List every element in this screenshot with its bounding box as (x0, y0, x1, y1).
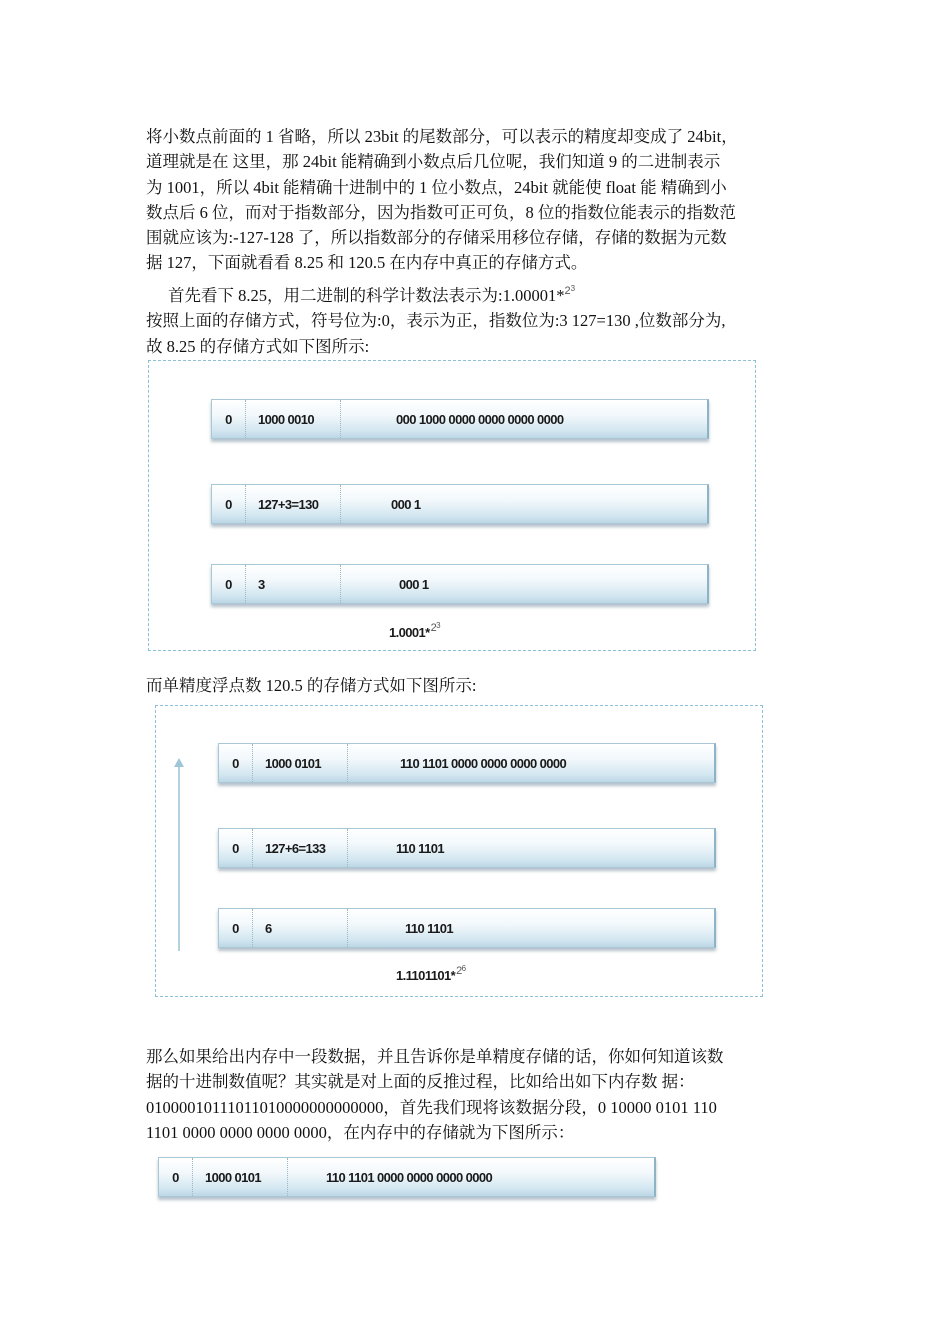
text-line: 那么如果给出内存中一段数据，并且告诉你是单精度存储的话，你如何知道该数 (146, 1047, 724, 1066)
power-exponent: 3 (570, 284, 576, 293)
text-line: 道理就是在 这里，那 24bit 能精确到小数点后几位呢，我们知道 9 的二进制表示 (146, 152, 721, 172)
paragraph-8-25-intro (146, 276, 810, 359)
text-line: 01000010111011010000000000000，首先我们现将该数据分段，0 10000 0101 110 (146, 1097, 717, 1117)
exponent-bits: 1000 0010 (246, 400, 341, 438)
sign-bit: 0 (219, 829, 253, 867)
sign-bit: 0 (212, 565, 246, 603)
text-line: 为 1001，所以 4bit 能精确十进制中的 1 位小数点，24bit 就能使 float 能 精确到小 (146, 177, 727, 197)
mantissa-bits: 000 1 (391, 496, 421, 512)
storage-bar (211, 399, 709, 439)
storage-bar (218, 828, 716, 868)
mantissa-bits: 110 1101 0000 0000 0000 0000 (400, 755, 567, 771)
up-arrow-icon (172, 756, 186, 956)
exponent-bits: 3 (246, 565, 341, 603)
mantissa-bits: 110 1101 (405, 920, 453, 936)
mantissa-bits: 110 1101 (396, 840, 444, 856)
scientific-notation (396, 964, 465, 983)
storage-bar (158, 1157, 656, 1197)
text-span: 首先看下 8.25，用二进制的科学计数法表示为:1.00001* (168, 286, 565, 305)
text-line: 1101 0000 0000 0000 0000，在内存中的存储就为下图所示： (146, 1122, 575, 1142)
exponent-bits: 6 (253, 909, 348, 947)
text-line: 据的十进制数值呢？其实就是对上面的反推过程，比如给出如下内存数 据： (146, 1072, 695, 1092)
paragraph-precision (146, 124, 810, 276)
exponent-bits: 127+6=133 (253, 829, 348, 867)
power-base: 2 (430, 622, 437, 634)
storage-bar (218, 908, 716, 948)
text-line: 按照上面的存储方式，符号位为:0，表示为正，指数位为:3 127=130 ,位数部分为, (146, 311, 726, 331)
text-line (146, 276, 810, 308)
text-line: 故 8.25 的存储方式如下图所示: (146, 336, 370, 356)
power-base: 2 (456, 965, 462, 977)
sign-bit: 0 (219, 909, 253, 947)
sign-bit: 0 (212, 400, 246, 438)
sign-bit: 0 (212, 485, 246, 523)
mantissa-bits: 000 1000 0000 0000 0000 0000 (396, 411, 564, 427)
formula-text: 1.1101101* (396, 968, 456, 983)
exponent-bits: 1000 0101 (253, 744, 348, 782)
sign-bit: 0 (159, 1158, 193, 1196)
scientific-notation (389, 621, 440, 640)
exponent-bits: 127+3=130 (246, 485, 341, 523)
text-line: 据 127，下面就看看 8.25 和 120.5 在内存中真正的存储方式。 (146, 253, 588, 273)
text-line: 围就应该为:-127-128 了，所以指数部分的存储采用移位存储，存储的数据为元数 (146, 228, 727, 248)
figure-8-25-storage (148, 360, 756, 651)
storage-bar (211, 564, 709, 604)
text-line: 将小数点前面的 1 省略，所以 23bit 的尾数部分，可以表示的精度却变成了 24bit， (146, 127, 738, 146)
power-exponent: 6 (461, 964, 466, 973)
exponent-bits: 1000 0101 (193, 1158, 288, 1196)
power-base: 2 (564, 285, 571, 297)
text-line: 而单精度浮点数 120.5 的存储方式如下图所示: (146, 676, 477, 695)
mantissa-bits: 110 1101 0000 0000 0000 0000 (326, 1169, 493, 1185)
figure-120-5-storage (155, 705, 763, 997)
paragraph-120-5-intro (146, 673, 810, 698)
sign-bit: 0 (219, 744, 253, 782)
paragraph-reverse-process (146, 1044, 810, 1145)
formula-text: 1.0001* (389, 625, 430, 640)
mantissa-bits: 000 1 (399, 576, 429, 592)
text-line: 数点后 6 位，而对于指数部分，因为指数可正可负，8 位的指数位能表示的指数范 (146, 202, 736, 222)
power-exponent: 3 (436, 621, 441, 630)
storage-bar (211, 484, 709, 524)
storage-bar (218, 743, 716, 783)
